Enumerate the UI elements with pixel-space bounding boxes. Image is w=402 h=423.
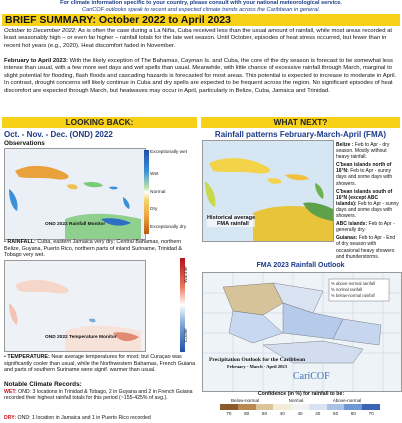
fma-outlook-title: FMA 2023 Rainfall Outlook bbox=[256, 262, 345, 269]
record-wet bbox=[4, 389, 196, 401]
outlook-legend-below: % below-normal rainfall bbox=[331, 293, 375, 298]
brief-p1-text: As is often the case during a La Niña, Cuba received less than the usual amount of rainfall, while most areas recorded at least seasonably high – or even far higher – rainfall totals for the late wet season. Until October, episodes of heat stress occurred, but fewer than in recent hot years (e.g., 2020). Heat discomfort faded in November. bbox=[4, 28, 393, 49]
note-south-text: Feb to Apr - sunny days and some days with showers. bbox=[336, 200, 399, 220]
confidence-scale-values bbox=[220, 411, 380, 416]
scale-value: 70 bbox=[226, 411, 232, 416]
historical-label-line-1: Historical average bbox=[207, 215, 256, 221]
note-north-place: C'bean islands north of 16°N: bbox=[336, 162, 392, 175]
fma-patterns-title: Rainfall patterns February-March-April (FMA) bbox=[214, 130, 387, 139]
record-wet-text: OND: 3 locations in Trinidad & Tobago, 2 in Guyana and 2 in French Guiana recorded their highest rainfall totals for this period (~155-425% of avg.). bbox=[4, 389, 193, 402]
scale-value: 40 bbox=[315, 411, 321, 416]
scale-value: 60 bbox=[244, 411, 250, 416]
scale-group-below: Below-normal bbox=[230, 398, 260, 403]
note-guianas-text: Feb to Apr - End of dry season with occasional heavy showers and thunderstorms. bbox=[336, 235, 396, 260]
scale-value: 40 bbox=[297, 411, 303, 416]
scale-value: 40 bbox=[279, 411, 285, 416]
temp-legend-cooler: Cooler bbox=[184, 328, 189, 343]
disclaimer bbox=[4, 0, 398, 14]
rainfall-text: Cuba, eastern Jamaica very dry; Central Bahamas, northern Belize, Guyana, Puerto Rico, northern parts of inland Suriname, Trinidad & Tobago very wet. bbox=[4, 239, 182, 258]
note-abc-place: ABC islands: bbox=[336, 221, 368, 228]
note-south-place: C'bean islands south of 16°N (except ABC islands): bbox=[336, 188, 393, 207]
temp-legend-warmer: Warmer bbox=[184, 266, 189, 283]
scale-value: 50 bbox=[333, 411, 339, 416]
note-abc bbox=[336, 221, 400, 233]
outlook-caption-1: Precipitation Outlook for the Caribbean bbox=[209, 357, 306, 363]
outlook-legend-above: % above-normal rainfall bbox=[331, 281, 375, 286]
rain-legend-strip bbox=[144, 150, 149, 234]
historical-average-label bbox=[207, 215, 255, 227]
note-belize-text: Feb to Apr - dry season. Mostly without heavy rainfall. bbox=[336, 142, 390, 161]
confidence-scale-bar bbox=[220, 404, 380, 410]
confidence-label: Confidence (in %) for rainfall to be: bbox=[257, 391, 345, 397]
scale-value: 60 bbox=[350, 411, 356, 416]
brief-paragraph-1 bbox=[4, 28, 398, 50]
temperature-monitor-map bbox=[4, 260, 146, 352]
rainfall-monitor-map bbox=[4, 148, 146, 240]
record-dry-text: OND: 1 location in Jamaica and 1 in Puerto Rico recorded bbox=[16, 415, 151, 421]
note-north-text: Feb to Apr - sunny days and some days with showers. bbox=[336, 168, 393, 187]
rain-legend-normal: Normal bbox=[150, 190, 166, 195]
note-north bbox=[336, 162, 400, 186]
brief-p2-lead: February to April 2023: bbox=[4, 58, 68, 64]
rainfall-outlook-map bbox=[202, 272, 402, 392]
disclaimer-line-2: CariCOF outlooks speak to recent and expected climate trends across the Caribbean in general. bbox=[81, 7, 321, 13]
rain-legend-dry: Dry bbox=[150, 207, 158, 212]
outlook-caption-2: February - March - April 2023 bbox=[227, 364, 288, 369]
rain-legend-wet: Wet bbox=[150, 172, 159, 177]
record-dry bbox=[4, 415, 196, 421]
record-dry-tag: DRY: bbox=[4, 415, 17, 421]
record-wet-tag: WET: bbox=[4, 389, 17, 395]
looking-back-header: LOOKING BACK: bbox=[2, 117, 197, 128]
temperature-label: TEMPERATURE: bbox=[7, 354, 50, 360]
note-abc-text: Feb to Apr - generally dry. bbox=[336, 221, 395, 234]
brief-p1-lead: October to December 2022: bbox=[4, 28, 77, 34]
temperature-text: Near average temperatures for most; but Curaçao was significantly cooler than usual, while the Northwestern Bahamas, French Guiana and parts of southern Suriname were signif. warmer than usual. bbox=[4, 354, 196, 373]
note-guianas bbox=[336, 235, 400, 259]
note-belize bbox=[336, 142, 400, 160]
note-guianas-place: Guianas: bbox=[336, 235, 358, 242]
note-south bbox=[336, 189, 400, 219]
temp-map-caption: OND 2022 Temperature Monitor bbox=[45, 335, 117, 340]
fma-notes bbox=[336, 142, 400, 260]
brief-paragraph-2 bbox=[4, 58, 398, 95]
brief-title: BRIEF SUMMARY: October 2022 to April 2023 bbox=[5, 14, 231, 26]
rain-legend-exc-dry: Exceptionally dry bbox=[150, 225, 187, 230]
rain-legend-exc-wet: Exceptionally wet bbox=[150, 150, 188, 155]
rainfall-summary: • RAINFALL: Cuba, eastern Jamaica very dry; Central Bahamas, northern Belize, Guyana, Puerto Rico, northern parts of inland Suriname, Trinidad & Tobago very wet. bbox=[4, 239, 182, 258]
disclaimer-line-1: For climate information specific to your country, please consult with your national meteorological service. bbox=[60, 0, 342, 6]
notable-records-title: Notable Climate Records: bbox=[4, 381, 82, 388]
what-next-header: WHAT NEXT? bbox=[201, 117, 400, 128]
observations-label: Observations bbox=[4, 140, 45, 147]
note-belize-place: Belize : bbox=[336, 142, 354, 148]
outlook-legend-normal: % normal rainfall bbox=[331, 287, 363, 292]
historical-label-line-2: FMA rainfall bbox=[217, 221, 249, 227]
scale-group-above: Above-normal bbox=[332, 398, 362, 403]
caricof-logo: CariCOF bbox=[293, 371, 330, 382]
brief-p2-text: With the likely exception of The Bahamas, Cayman Is. and Cuba, the core of the dry season is forecast to be somewhat less intense than usual, with a few more wet days and wet spells than usual. Meanwhile, with little chance of excessive rainfall through March, marginal to slight potential for flooding, flash floods and cascading hazards is forecasted for most areas. This potential is expected to increase to moderate in April. In contrast, drought concerns will likely continue in Cuba and dry spells are expected to be frequent across the region. No significant episodes of heat discomfort are expected through March, but heatwaves may occur in April, particularly in Belize, Cuba, Jamaica and Trinidad. bbox=[4, 58, 397, 94]
scale-group-normal: Normal bbox=[288, 398, 304, 403]
scale-value: 50 bbox=[261, 411, 268, 416]
scale-value: 70 bbox=[368, 411, 374, 416]
historical-average-map bbox=[202, 140, 334, 242]
rain-map-caption: OND 2022 Rainfall Monitor bbox=[45, 222, 106, 227]
temperature-summary: • TEMPERATURE: Near average temperatures for most; but Curaçao was significantly cooler than usual, while the Northwestern Bahamas, French Guiana and parts of southern Suriname were signif. warmer than usual. bbox=[4, 354, 196, 373]
rainfall-label: RAINFALL: bbox=[7, 239, 36, 245]
ond-title: Oct. - Nov. - Dec. (OND) 2022 bbox=[4, 130, 113, 139]
